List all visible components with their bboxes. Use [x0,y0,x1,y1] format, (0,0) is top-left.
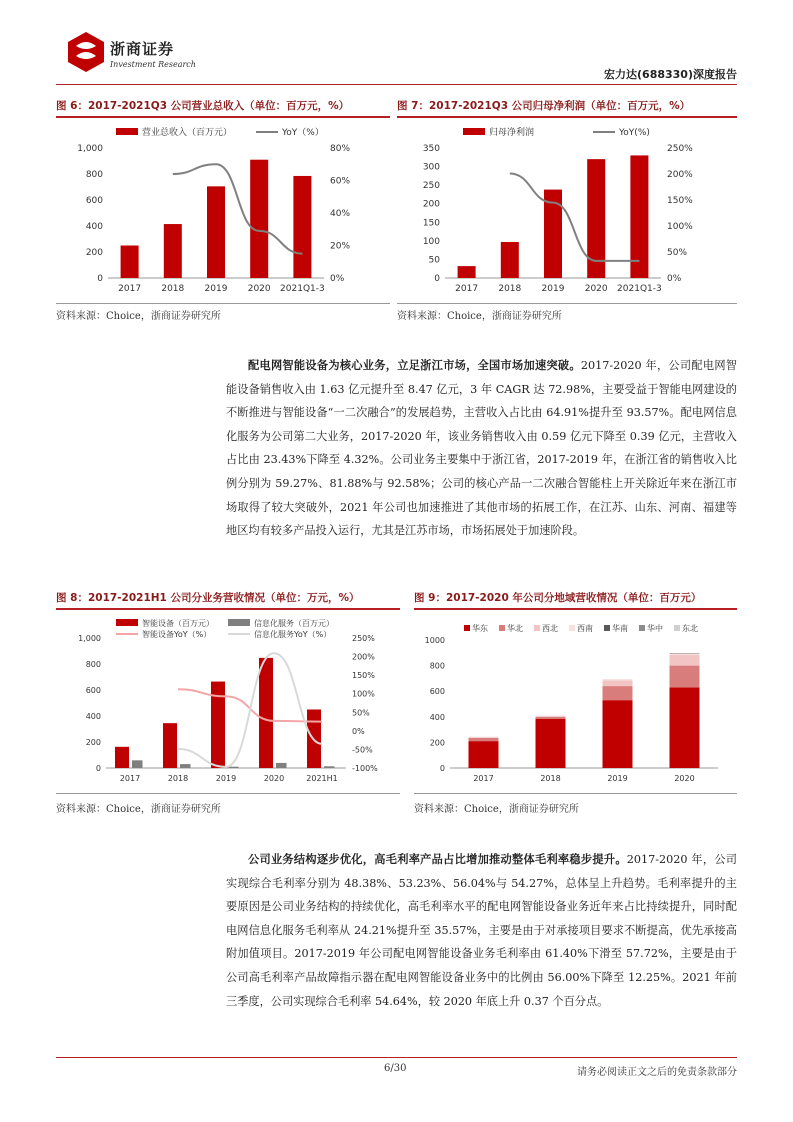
fig8-line-2 [178,653,322,767]
fig8-x-tick: 2020 [263,774,285,783]
fig9-legend-swatch [569,625,575,631]
fig9-legend-swatch [604,625,610,631]
fig7-x-tick: 2020 [584,284,608,294]
fig7-x-tick: 2018 [498,284,522,294]
fig8-x-tick: 2017 [119,774,141,783]
fig9-bar-segment [603,700,633,768]
fig8-title-rule [56,608,400,610]
fig8-y-left-tick: 1,000 [78,634,101,643]
brand-logo-icon [64,30,108,74]
fig7-title: 图 7：2017-2021Q3 公司归母净利润（单位：百万元，%） [397,100,691,112]
fig8-legend-swatch [228,619,250,626]
fig6-x-tick: 2017 [118,284,142,294]
fig8-y-left-tick: 800 [85,660,101,669]
fig8-bar-2 [132,760,143,768]
fig6-y-left-tick: 1,000 [77,144,103,154]
fig7-y-left-tick: 150 [422,218,440,229]
paragraph-margin [226,848,737,1013]
fig7-legend-swatch [463,128,485,135]
fig9-source: 资料来源：Choice，浙商证券研究所 [414,804,579,815]
fig8-y-right-tick: 50% [352,708,370,718]
fig9-bar-segment [469,741,499,768]
fig6-chart [56,120,390,300]
fig7-bar-1 [630,155,648,278]
fig8-y-left-tick: 0 [95,764,101,773]
fig7-y-left-tick: 50 [428,255,440,266]
fig6-legend-swatch [116,128,138,135]
fig6-legend-label: YoY（%） [282,128,324,138]
fig9-bar-segment [670,687,700,768]
report-title: 宏力达(688330)深度报告 [604,68,737,81]
fig9-legend-swatch [639,625,645,631]
fig9-legend-swatch [464,625,470,631]
fig6-title-rule [56,116,390,118]
fig6-source-rule [56,303,390,304]
fig6-legend-label: 营业总收入（百万元） [142,128,233,138]
fig8-legend-label: 智能设备YoY（%） [142,630,212,639]
fig7-bar-1 [458,266,476,278]
fig9-bar-segment [536,716,566,717]
fig8-bar-1 [259,658,273,768]
fig6-title: 图 6：2017-2021Q3 公司营业总收入（单位：百万元，%） [56,100,350,112]
fig9-bar-segment [603,680,633,686]
fig7-bar-1 [501,242,519,278]
fig6-y-right-tick: 60% [330,176,351,187]
page-number: 6/30 [384,1063,407,1074]
fig6-y-right-tick: 20% [330,241,351,252]
fig8-chart [56,612,400,790]
fig9-legend-swatch [534,625,540,631]
fig6-y-right-tick: 40% [330,209,351,219]
fig9-legend-swatch [499,625,505,631]
fig9-legend-label: 华北 [507,624,523,633]
fig9-chart [414,612,737,790]
fig7-y-left-tick: 200 [422,199,440,210]
fig6-line-1 [173,164,303,253]
fig6-bar-1 [121,246,139,279]
fig7-line-1 [510,173,640,260]
fig6-bar-1 [293,176,311,278]
fig8-source-rule [56,793,400,794]
fig6-source: 资料来源：Choice，浙商证券研究所 [56,311,221,322]
disclaimer: 请务必阅读正文之后的免责条款部分 [577,1067,737,1078]
brand-name-cn: 浙商证券 [110,40,175,58]
fig6-y-left-tick: 200 [85,248,103,258]
fig8-y-right-tick: -100% [352,764,378,773]
fig8-legend-label: 智能设备（百万元） [142,619,214,628]
fig7-y-right-tick: 250% [667,144,693,154]
fig7-y-left-tick: 300 [422,162,440,173]
fig9-title: 图 9：2017-2020 年公司分地域营收情况（单位：百万元） [414,592,702,604]
fig8-bar-1 [115,747,129,768]
fig9-bar-segment [603,686,633,700]
fig6-y-right-tick: 0% [330,274,345,284]
fig9-bar-segment [536,717,566,719]
fig8-y-right-tick: -50% [352,745,373,755]
fig7-source-rule [397,303,737,304]
fig8-y-left-tick: 600 [85,686,101,695]
fig9-x-tick: 2019 [607,774,628,783]
logo [64,30,108,74]
fig9-bar-segment [603,679,633,680]
fig9-legend-label: 西北 [542,624,558,633]
fig9-bar-segment [469,738,499,741]
fig6-x-tick: 2019 [204,284,228,294]
fig7-y-right-tick: 100% [667,222,693,232]
fig8-y-right-tick: 150% [352,671,375,681]
fig9-y-tick: 800 [429,661,445,671]
fig8-source: 资料来源：Choice，浙商证券研究所 [56,804,221,815]
fig8-y-right-tick: 0% [352,726,365,736]
fig9-bar-segment [670,666,700,688]
paragraph-margin-body: 2017-2020 年，公司实现综合毛利率分别为 48.38%、53.23%、56.04%与 54.27%，总体呈上升趋势。毛利率提升的主要原因是公司业务结构的持续优化，高毛利率水平的配电网智能设备业务近年来占比持续提升，同时配电网信息化服务毛利率从 24.21%提升至 35.57%，主要是由于对承接项目要求不断提高，优先承接高附加值项目。2017-2019 年公司配电网智能设备业务毛利率由 61.40%下滑至 57.72%，主要是由于公司高毛利率产品故障指示器在配电网智能设备业务中的比例由 56.00%下降至 12.25%。2021 年前三季度，公司实现综合毛利率 54.64%，较 2020 年底上升 0.37 个百分点。 [226,853,737,1008]
fig7-x-tick: 2017 [455,284,479,294]
fig7-x-tick: 2021Q1-3 [617,284,662,294]
fig8-title: 图 8：2017-2021H1 公司分业务营收情况（单位：万元，%） [56,592,360,604]
fig9-legend-label: 西南 [577,624,593,633]
fig8-bar-2 [180,764,191,768]
fig8-legend-label: 信息化服务YoY（%） [254,630,332,639]
fig9-title-rule [414,608,737,610]
paragraph-business-lead: 配电网智能设备为核心业务，立足浙江市场，全国市场加速突破。 [248,358,581,372]
fig8-x-tick: 2018 [167,774,189,783]
fig8-legend-swatch [116,619,138,626]
fig9-bar-segment [536,716,566,717]
fig7-y-left-tick: 100 [422,236,440,247]
fig9-source-rule [414,793,737,794]
fig9-y-tick: 600 [429,687,445,697]
fig8-y-right-tick: 250% [352,634,375,643]
fig9-y-tick: 1000 [424,636,445,645]
fig8-y-left-tick: 400 [85,712,101,721]
fig7-source: 资料来源：Choice，浙商证券研究所 [397,311,562,322]
fig9-legend-label: 华东 [472,624,488,633]
fig8-bar-2 [324,766,335,768]
fig8-bar-2 [276,763,287,768]
fig7-chart [397,120,737,300]
fig8-x-tick: 2021H1 [306,774,338,783]
fig6-y-right-tick: 80% [330,144,351,154]
fig9-x-tick: 2017 [473,774,494,783]
fig6-y-left-tick: 800 [85,170,103,180]
fig6-x-tick: 2020 [247,284,271,294]
fig9-legend-label: 华中 [647,624,663,633]
fig7-y-right-tick: 200% [667,170,693,180]
fig8-y-right-tick: 100% [352,689,375,699]
fig6-y-left-tick: 400 [85,222,103,232]
fig8-x-tick: 2019 [215,774,237,783]
fig6-bar-1 [250,160,268,278]
fig8-y-right-tick: 200% [352,652,375,662]
fig9-x-tick: 2018 [540,774,561,783]
paragraph-business-body: 2017-2020 年，公司配电网智能设备销售收入由 1.63 亿元提升至 8.47 亿元，3 年 CAGR 达 72.98%，主要受益于智能电网建设的不断推进与智能设备“一二次融合”的发展趋势，主营收入占比由 64.91%提升至 93.57%。配电网信息化服务为公司第二大业务，2017-2020 年，该业务销售收入由 0.59 亿元下降至 0.39 亿元，主营收入占比由 23.43%下降至 4.32%。公司业务主要集中于浙江省，2017-2019 年，在浙江省的销售收入比例分别为 59.27%、81.88%与 92.58%；公司的核心产品一二次融合智能柱上开关除近年来在浙江市场取得了较大突破外，2021 年公司也加速推进了其他市场的拓展工作，在江苏、山东、河南、福建等地区均有较多产品投入运行，尤其是江苏市场，市场拓展处于加速阶段。 [226,359,737,538]
fig9-bar-segment [670,655,700,666]
fig6-y-left-tick: 0 [97,274,103,284]
fig9-y-tick: 0 [439,764,445,773]
fig9-bar-segment [536,719,566,768]
fig9-legend-swatch [674,625,680,631]
fig7-y-right-tick: 50% [667,248,688,258]
paragraph-business [226,354,737,543]
footer-rule [56,1057,737,1058]
fig9-bar-segment [670,653,700,654]
fig7-legend-label: 归母净利润 [489,128,535,138]
fig8-legend-label: 信息化服务（百万元） [254,619,334,628]
fig9-legend-label: 东北 [682,624,698,633]
fig7-title-rule [397,116,737,118]
fig9-bar-segment [469,737,499,738]
fig7-y-right-tick: 150% [667,196,693,206]
fig6-bar-1 [164,224,182,278]
fig9-x-tick: 2020 [674,774,695,783]
fig7-x-tick: 2019 [541,284,565,294]
fig9-legend-label: 华南 [612,624,628,633]
header-rule [56,84,737,85]
fig6-x-tick: 2018 [161,284,185,294]
fig7-y-left-tick: 350 [422,144,440,154]
fig6-bar-1 [207,186,225,278]
fig9-y-tick: 400 [429,712,445,722]
fig9-bar-segment [469,737,499,738]
fig6-x-tick: 2021Q1-3 [280,284,325,294]
fig8-y-left-tick: 200 [85,738,101,747]
fig8-bar-1 [163,723,177,768]
paragraph-margin-lead: 公司业务结构逐步优化，高毛利率产品占比增加推动整体毛利率稳步提升。 [248,852,627,866]
fig7-y-right-tick: 0% [667,274,682,284]
brand-name-en: Investment Research [110,60,196,69]
fig6-y-left-tick: 600 [85,196,103,206]
fig7-y-left-tick: 250 [422,181,440,192]
fig7-y-left-tick: 0 [434,274,440,284]
fig7-legend-label: YoY(%) [619,128,650,138]
fig9-y-tick: 200 [429,738,445,748]
